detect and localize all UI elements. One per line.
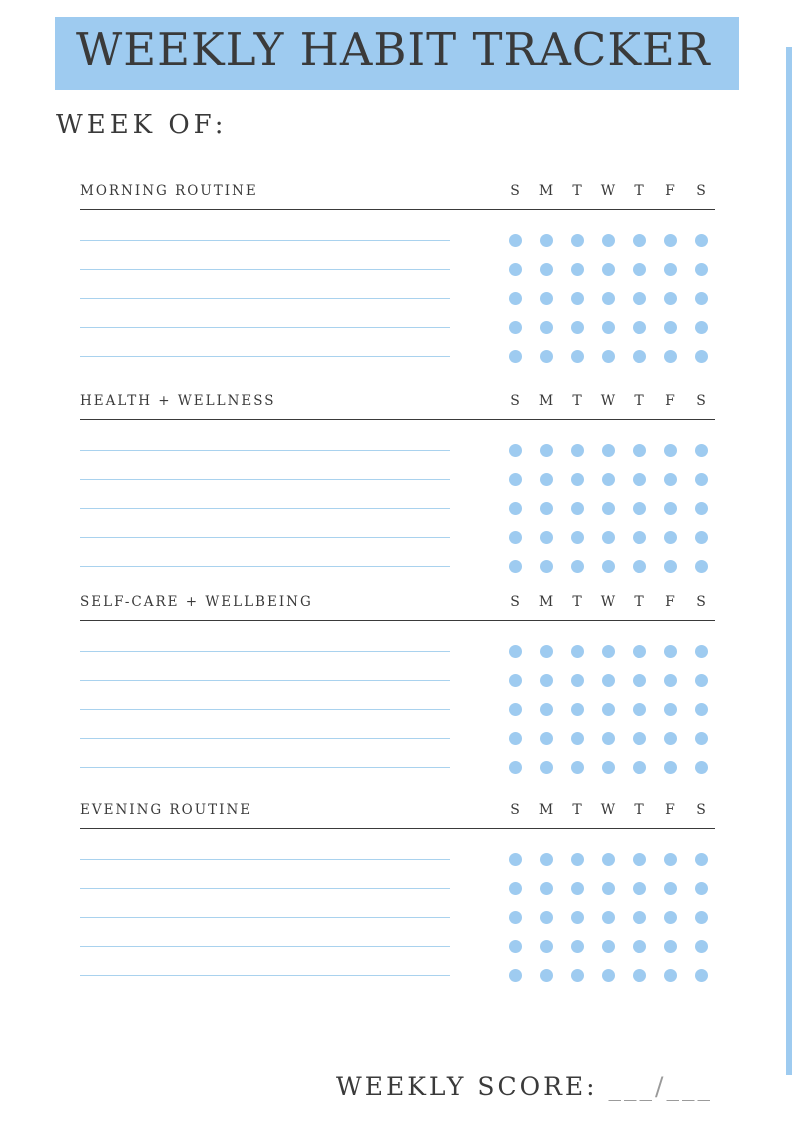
- habit-check-dot[interactable]: [509, 703, 522, 716]
- habit-check-dot[interactable]: [602, 853, 615, 866]
- day-label: S: [510, 183, 520, 199]
- habit-check-dot[interactable]: [695, 882, 708, 895]
- habit-check-dot[interactable]: [633, 473, 646, 486]
- habit-entry-line[interactable]: [80, 537, 450, 538]
- day-label: T: [572, 594, 582, 610]
- habit-check-dot[interactable]: [540, 674, 553, 687]
- section-header: [80, 592, 715, 621]
- habit-check-dot[interactable]: [602, 882, 615, 895]
- habit-check-dot[interactable]: [664, 674, 677, 687]
- habit-check-dot[interactable]: [540, 969, 553, 982]
- habit-check-dot[interactable]: [664, 234, 677, 247]
- habit-check-dot[interactable]: [540, 502, 553, 515]
- week-of-label: WEEK OF:: [56, 110, 228, 140]
- habit-check-dot[interactable]: [602, 940, 615, 953]
- habit-check-dot[interactable]: [695, 911, 708, 924]
- habit-check-dot[interactable]: [695, 940, 708, 953]
- habit-check-dot[interactable]: [695, 853, 708, 866]
- habit-check-dot[interactable]: [540, 911, 553, 924]
- habit-check-dot[interactable]: [602, 560, 615, 573]
- section-title: MORNING ROUTINE: [80, 183, 258, 199]
- habit-check-dot[interactable]: [633, 502, 646, 515]
- habit-check-dot[interactable]: [664, 732, 677, 745]
- habit-check-dot[interactable]: [509, 321, 522, 334]
- weekly-score-blank[interactable]: ___/___: [608, 1072, 713, 1101]
- habit-check-dot[interactable]: [540, 234, 553, 247]
- day-label: W: [600, 183, 616, 199]
- habit-check-dot[interactable]: [602, 444, 615, 457]
- habit-entry-line[interactable]: [80, 859, 450, 860]
- habit-check-dot[interactable]: [695, 292, 708, 305]
- habit-check-dot[interactable]: [571, 761, 584, 774]
- habit-check-dot[interactable]: [571, 560, 584, 573]
- habit-check-dot[interactable]: [571, 645, 584, 658]
- section-0: [80, 181, 715, 381]
- habit-entry-line[interactable]: [80, 680, 450, 681]
- habit-check-dot[interactable]: [540, 703, 553, 716]
- habit-check-dot[interactable]: [633, 263, 646, 276]
- habit-check-dot[interactable]: [571, 473, 584, 486]
- day-label: S: [510, 802, 520, 818]
- day-label: W: [600, 594, 616, 610]
- section-2: [80, 592, 715, 792]
- habit-check-dot[interactable]: [571, 531, 584, 544]
- habit-check-dot[interactable]: [509, 911, 522, 924]
- habit-check-dot[interactable]: [509, 531, 522, 544]
- section-title: EVENING ROUTINE: [80, 802, 253, 818]
- habit-check-dot[interactable]: [664, 969, 677, 982]
- day-label: T: [634, 183, 644, 199]
- habit-check-dot[interactable]: [571, 234, 584, 247]
- weekly-score-label: [336, 1072, 713, 1101]
- habit-check-dot[interactable]: [540, 263, 553, 276]
- section-header: [80, 391, 715, 420]
- habit-check-dot[interactable]: [509, 940, 522, 953]
- habit-check-dot[interactable]: [633, 911, 646, 924]
- habit-check-dot[interactable]: [540, 645, 553, 658]
- section-3: [80, 800, 715, 1000]
- habit-entry-line[interactable]: [80, 917, 450, 918]
- day-label: T: [634, 594, 644, 610]
- habit-check-dot[interactable]: [695, 234, 708, 247]
- habit-check-dot[interactable]: [695, 761, 708, 774]
- habit-check-dot[interactable]: [540, 350, 553, 363]
- habit-entry-line[interactable]: [80, 767, 450, 768]
- habit-check-dot[interactable]: [695, 473, 708, 486]
- habit-entry-line[interactable]: [80, 356, 450, 357]
- habit-check-dot[interactable]: [664, 473, 677, 486]
- habit-check-dot[interactable]: [602, 732, 615, 745]
- habit-check-dot[interactable]: [602, 473, 615, 486]
- habit-check-dot[interactable]: [540, 531, 553, 544]
- habit-check-dot[interactable]: [509, 645, 522, 658]
- habit-entry-line[interactable]: [80, 651, 450, 652]
- habit-check-dot[interactable]: [571, 292, 584, 305]
- habit-check-dot[interactable]: [633, 761, 646, 774]
- habit-check-dot[interactable]: [602, 674, 615, 687]
- section-title: SELF-CARE + WELLBEING: [80, 594, 313, 610]
- day-label: T: [572, 183, 582, 199]
- habit-check-dot[interactable]: [633, 703, 646, 716]
- habit-check-dot[interactable]: [633, 560, 646, 573]
- habit-check-dot[interactable]: [664, 560, 677, 573]
- day-label: F: [665, 393, 675, 409]
- habit-check-dot[interactable]: [633, 350, 646, 363]
- habit-check-dot[interactable]: [633, 969, 646, 982]
- habit-check-dot[interactable]: [664, 292, 677, 305]
- habit-check-dot[interactable]: [695, 321, 708, 334]
- section-title: HEALTH + WELLNESS: [80, 393, 276, 409]
- habit-entry-line[interactable]: [80, 946, 450, 947]
- habit-check-dot[interactable]: [695, 645, 708, 658]
- habit-check-dot[interactable]: [509, 969, 522, 982]
- habit-check-dot[interactable]: [509, 350, 522, 363]
- habit-check-dot[interactable]: [602, 761, 615, 774]
- day-label: F: [665, 594, 675, 610]
- habit-entry-line[interactable]: [80, 269, 450, 270]
- day-label: M: [538, 802, 554, 818]
- habit-check-dot[interactable]: [602, 531, 615, 544]
- habit-check-dot[interactable]: [571, 444, 584, 457]
- habit-check-dot[interactable]: [571, 882, 584, 895]
- habit-check-dot[interactable]: [664, 502, 677, 515]
- day-label: M: [538, 594, 554, 610]
- habit-check-dot[interactable]: [633, 940, 646, 953]
- habit-entry-line[interactable]: [80, 888, 450, 889]
- habit-check-dot[interactable]: [664, 263, 677, 276]
- habit-check-dot[interactable]: [664, 853, 677, 866]
- habit-check-dot[interactable]: [602, 350, 615, 363]
- habit-check-dot[interactable]: [633, 321, 646, 334]
- habit-check-dot[interactable]: [695, 674, 708, 687]
- habit-check-dot[interactable]: [571, 969, 584, 982]
- habit-check-dot[interactable]: [602, 292, 615, 305]
- habit-check-dot[interactable]: [664, 940, 677, 953]
- habit-check-dot[interactable]: [633, 882, 646, 895]
- habit-entry-line[interactable]: [80, 738, 450, 739]
- day-label: T: [572, 393, 582, 409]
- habit-check-dot[interactable]: [664, 882, 677, 895]
- habit-entry-line[interactable]: [80, 450, 450, 451]
- habit-check-dot[interactable]: [602, 234, 615, 247]
- day-label: F: [665, 802, 675, 818]
- day-label: W: [600, 393, 616, 409]
- weekly-score-text: WEEKLY SCORE:: [336, 1072, 598, 1101]
- habit-check-dot[interactable]: [540, 444, 553, 457]
- habit-check-dot[interactable]: [602, 502, 615, 515]
- habit-check-dot[interactable]: [571, 321, 584, 334]
- habit-check-dot[interactable]: [571, 732, 584, 745]
- habit-check-dot[interactable]: [509, 560, 522, 573]
- habit-check-dot[interactable]: [695, 703, 708, 716]
- section-header: [80, 800, 715, 829]
- habit-check-dot[interactable]: [695, 531, 708, 544]
- habit-check-dot[interactable]: [509, 674, 522, 687]
- day-label: S: [510, 393, 520, 409]
- habit-entry-line[interactable]: [80, 975, 450, 976]
- habit-check-dot[interactable]: [664, 645, 677, 658]
- day-label: S: [696, 802, 706, 818]
- day-label: S: [510, 594, 520, 610]
- habit-check-dot[interactable]: [695, 732, 708, 745]
- habit-check-dot[interactable]: [602, 645, 615, 658]
- habit-check-dot[interactable]: [602, 321, 615, 334]
- habit-entry-line[interactable]: [80, 479, 450, 480]
- habit-check-dot[interactable]: [509, 292, 522, 305]
- habit-check-dot[interactable]: [633, 732, 646, 745]
- habit-check-dot[interactable]: [695, 350, 708, 363]
- day-label: S: [696, 393, 706, 409]
- habit-check-dot[interactable]: [540, 560, 553, 573]
- habit-check-dot[interactable]: [509, 502, 522, 515]
- day-label: F: [665, 183, 675, 199]
- habit-check-dot[interactable]: [571, 674, 584, 687]
- habit-check-dot[interactable]: [664, 761, 677, 774]
- habit-check-dot[interactable]: [664, 321, 677, 334]
- habit-check-dot[interactable]: [509, 732, 522, 745]
- habit-check-dot[interactable]: [633, 292, 646, 305]
- habit-check-dot[interactable]: [571, 703, 584, 716]
- habit-check-dot[interactable]: [602, 969, 615, 982]
- habit-check-dot[interactable]: [509, 263, 522, 276]
- habit-entry-line[interactable]: [80, 327, 450, 328]
- habit-check-dot[interactable]: [571, 263, 584, 276]
- habit-check-dot[interactable]: [664, 911, 677, 924]
- habit-check-dot[interactable]: [540, 853, 553, 866]
- habit-check-dot[interactable]: [633, 853, 646, 866]
- habit-check-dot[interactable]: [509, 234, 522, 247]
- habit-check-dot[interactable]: [571, 853, 584, 866]
- day-label: M: [538, 183, 554, 199]
- habit-check-dot[interactable]: [602, 263, 615, 276]
- habit-check-dot[interactable]: [509, 473, 522, 486]
- habit-entry-line[interactable]: [80, 298, 450, 299]
- habit-check-dot[interactable]: [602, 703, 615, 716]
- habit-check-dot[interactable]: [695, 444, 708, 457]
- habit-check-dot[interactable]: [509, 882, 522, 895]
- habit-check-dot[interactable]: [540, 473, 553, 486]
- habit-check-dot[interactable]: [540, 940, 553, 953]
- habit-check-dot[interactable]: [664, 531, 677, 544]
- habit-check-dot[interactable]: [571, 502, 584, 515]
- habit-check-dot[interactable]: [540, 321, 553, 334]
- section-1: [80, 391, 715, 591]
- habit-check-dot[interactable]: [695, 263, 708, 276]
- day-label: T: [634, 802, 644, 818]
- habit-check-dot[interactable]: [633, 645, 646, 658]
- habit-check-dot[interactable]: [509, 761, 522, 774]
- section-header: [80, 181, 715, 210]
- habit-check-dot[interactable]: [571, 350, 584, 363]
- habit-check-dot[interactable]: [695, 502, 708, 515]
- habit-check-dot[interactable]: [695, 969, 708, 982]
- habit-check-dot[interactable]: [571, 940, 584, 953]
- habit-check-dot[interactable]: [664, 444, 677, 457]
- day-label: S: [696, 183, 706, 199]
- habit-check-dot[interactable]: [540, 882, 553, 895]
- habit-check-dot[interactable]: [509, 853, 522, 866]
- habit-check-dot[interactable]: [540, 732, 553, 745]
- habit-check-dot[interactable]: [664, 350, 677, 363]
- habit-check-dot[interactable]: [633, 674, 646, 687]
- habit-check-dot[interactable]: [540, 761, 553, 774]
- side-accent-bar: [786, 47, 792, 1075]
- habit-check-dot[interactable]: [633, 444, 646, 457]
- day-label: T: [572, 802, 582, 818]
- habit-check-dot[interactable]: [633, 234, 646, 247]
- habit-check-dot[interactable]: [602, 911, 615, 924]
- habit-check-dot[interactable]: [695, 560, 708, 573]
- habit-check-dot[interactable]: [571, 911, 584, 924]
- day-label: W: [600, 802, 616, 818]
- habit-check-dot[interactable]: [664, 703, 677, 716]
- habit-check-dot[interactable]: [509, 444, 522, 457]
- habit-check-dot[interactable]: [633, 531, 646, 544]
- page-title: WEEKLY HABIT TRACKER: [76, 23, 711, 76]
- habit-entry-line[interactable]: [80, 508, 450, 509]
- day-label: T: [634, 393, 644, 409]
- title-banner: [55, 17, 739, 90]
- habit-check-dot[interactable]: [540, 292, 553, 305]
- habit-entry-line[interactable]: [80, 709, 450, 710]
- habit-entry-line[interactable]: [80, 566, 450, 567]
- habit-entry-line[interactable]: [80, 240, 450, 241]
- day-label: M: [538, 393, 554, 409]
- day-label: S: [696, 594, 706, 610]
